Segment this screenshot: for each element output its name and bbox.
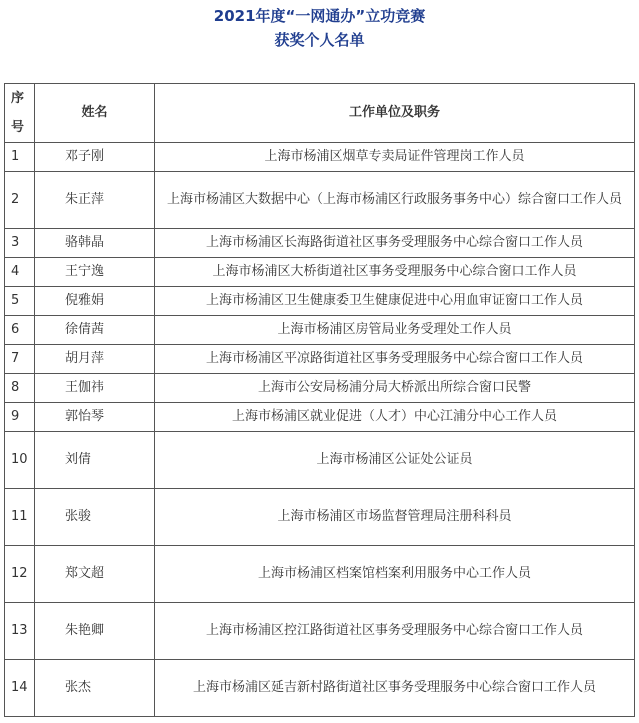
row-no: 6 — [5, 316, 35, 345]
table-row — [5, 489, 635, 546]
table-row — [5, 403, 635, 432]
header-no: 序号 — [5, 84, 35, 143]
row-job: 上海市杨浦区烟草专卖局证件管理岗工作人员 — [155, 143, 635, 172]
title-line-2: 获奖个人名单 — [274, 31, 365, 49]
row-name: 倪雅娟 — [35, 287, 155, 316]
table-row — [5, 603, 635, 660]
row-job: 上海市杨浦区延吉新村路街道社区事务受理服务中心综合窗口工作人员 — [155, 660, 635, 717]
row-job: 上海市杨浦区就业促进（人才）中心江浦分中心工作人员 — [155, 403, 635, 432]
table-row — [5, 258, 635, 287]
row-no: 4 — [5, 258, 35, 287]
row-job: 上海市杨浦区平凉路街道社区事务受理服务中心综合窗口工作人员 — [155, 345, 635, 374]
row-no: 14 — [5, 660, 35, 717]
row-no: 9 — [5, 403, 35, 432]
row-no: 8 — [5, 374, 35, 403]
row-name: 刘倩 — [35, 432, 155, 489]
row-name: 郑文超 — [35, 546, 155, 603]
header-job: 工作单位及职务 — [155, 84, 635, 143]
row-name: 邓子刚 — [35, 143, 155, 172]
row-no: 13 — [5, 603, 35, 660]
row-name: 胡月萍 — [35, 345, 155, 374]
header-name: 姓名 — [35, 84, 155, 143]
row-name: 骆韩晶 — [35, 229, 155, 258]
row-no: 7 — [5, 345, 35, 374]
row-job: 上海市杨浦区市场监督管理局注册科科员 — [155, 489, 635, 546]
row-name: 朱艳卿 — [35, 603, 155, 660]
row-name: 朱正萍 — [35, 172, 155, 229]
row-job: 上海市公安局杨浦分局大桥派出所综合窗口民警 — [155, 374, 635, 403]
table-row — [5, 546, 635, 603]
row-job: 上海市杨浦区长海路街道社区事务受理服务中心综合窗口工作人员 — [155, 229, 635, 258]
row-name: 王宁逸 — [35, 258, 155, 287]
row-name: 徐倩茜 — [35, 316, 155, 345]
table-row — [5, 345, 635, 374]
table-row — [5, 229, 635, 258]
table-row — [5, 432, 635, 489]
awards-table — [4, 83, 635, 717]
row-job: 上海市杨浦区大数据中心（上海市杨浦区行政服务事务中心）综合窗口工作人员 — [155, 172, 635, 229]
row-job: 上海市杨浦区档案馆档案利用服务中心工作人员 — [155, 546, 635, 603]
table-header-row — [5, 84, 635, 143]
row-job: 上海市杨浦区大桥街道社区事务受理服务中心综合窗口工作人员 — [155, 258, 635, 287]
row-no: 10 — [5, 432, 35, 489]
row-no: 12 — [5, 546, 35, 603]
row-no: 3 — [5, 229, 35, 258]
row-name: 王伽祎 — [35, 374, 155, 403]
table-row — [5, 374, 635, 403]
table-row — [5, 660, 635, 717]
title-line-1: 2021年度“一网通办”立功竞赛 — [213, 7, 426, 25]
document-title — [0, 4, 639, 52]
table-row — [5, 172, 635, 229]
table-row — [5, 316, 635, 345]
row-no: 11 — [5, 489, 35, 546]
table-row — [5, 143, 635, 172]
row-name: 郭怡琴 — [35, 403, 155, 432]
row-name: 张骏 — [35, 489, 155, 546]
row-job: 上海市杨浦区房管局业务受理处工作人员 — [155, 316, 635, 345]
row-job: 上海市杨浦区公证处公证员 — [155, 432, 635, 489]
row-no: 1 — [5, 143, 35, 172]
row-job: 上海市杨浦区卫生健康委卫生健康促进中心用血审证窗口工作人员 — [155, 287, 635, 316]
row-job: 上海市杨浦区控江路街道社区事务受理服务中心综合窗口工作人员 — [155, 603, 635, 660]
row-no: 2 — [5, 172, 35, 229]
table-row — [5, 287, 635, 316]
row-no: 5 — [5, 287, 35, 316]
row-name: 张杰 — [35, 660, 155, 717]
